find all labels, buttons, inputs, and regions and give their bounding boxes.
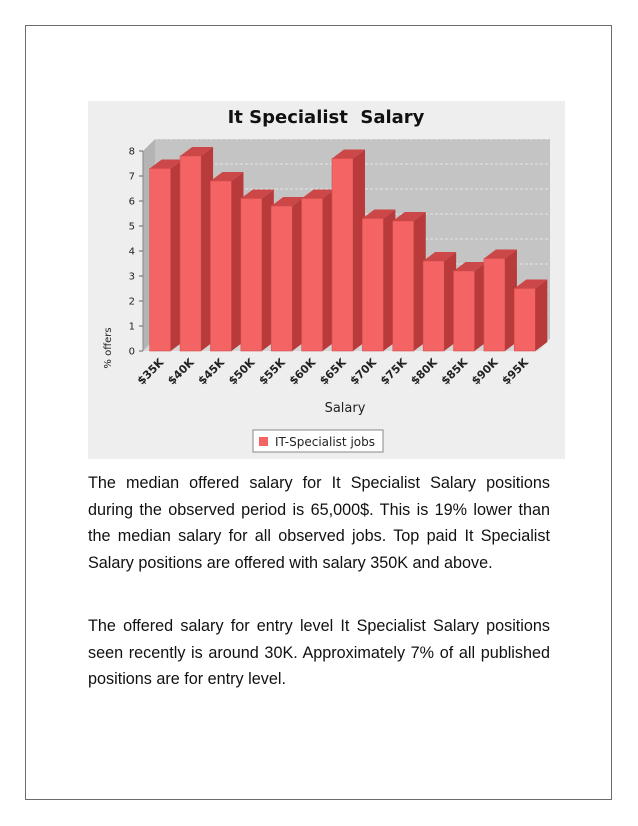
y-axis [129,147,143,358]
bar [484,250,517,352]
bar [271,197,304,351]
y-tick-label: 7 [128,171,135,183]
x-tick-label: $95K [499,355,531,388]
y-tick-label: 1 [128,321,135,333]
y-tick-label: 8 [128,146,135,158]
x-tick-label: $80K [408,355,440,388]
bar [454,262,487,351]
x-tick-label: $90K [469,355,501,388]
x-tick-label: $75K [377,355,410,388]
bar-front [210,181,231,351]
legend [253,430,383,452]
bar-front [150,169,171,352]
y-tick-label: 6 [128,196,135,208]
legend-label: IT-Specialist jobs [275,435,375,449]
bar [393,212,426,351]
y-tick-label: 0 [128,346,135,358]
x-tick-label: $55K [256,355,288,388]
bar [302,190,335,352]
y-tick-label: 3 [128,271,135,283]
bar [241,190,274,352]
bar-front [302,199,323,352]
bar-front [362,219,383,352]
salary-chart [88,101,565,459]
legend-swatch [259,437,268,446]
x-tick-label: $85K [438,355,471,388]
bar-front [423,261,444,351]
bar-front [180,156,201,351]
x-tick-label: $65K [317,355,349,388]
y-tick-label: 2 [128,296,135,308]
y-tick-label: 4 [128,246,135,258]
chart-svg [88,101,565,459]
bar-front [514,289,535,352]
x-tick-label: $40K [165,355,197,388]
bar [210,172,243,351]
x-axis-label: Salary [324,401,366,416]
x-tick-label: $35K [134,355,167,388]
bar-front [454,271,475,351]
y-tick-label: 5 [128,221,135,233]
x-axis-ticks [135,356,531,388]
bar-front [332,159,353,352]
entry-level-paragraph: The offered salary for entry level It Specialist Salary positions seen recently is around 30K. Approximately 7% of all published positions are for entry level. [88,617,550,688]
bar [332,150,365,352]
bar-front [241,199,262,352]
bar [514,280,547,352]
bar-front [484,259,505,352]
x-tick-label: $50K [226,355,258,388]
chart-title: It Specialist Salary [227,107,425,128]
bar [423,252,456,351]
median-salary-paragraph: The median offered salary for It Specialist Salary positions during the observed period is 65,000$. This is 19% lower than the median salary for all observed jobs. Top paid It Specialist Salary positions are offered with salary 350K and above. [88,474,550,572]
bar [180,147,213,351]
bar-side [535,280,547,352]
y-axis-label: % offers [103,327,114,369]
x-tick-label: $45K [195,355,228,388]
bar [362,210,395,352]
x-tick-label: $70K [347,355,380,388]
bar-front [393,221,414,351]
bar-front [271,206,292,351]
x-tick-label: $60K [286,355,319,388]
bar [150,160,183,352]
